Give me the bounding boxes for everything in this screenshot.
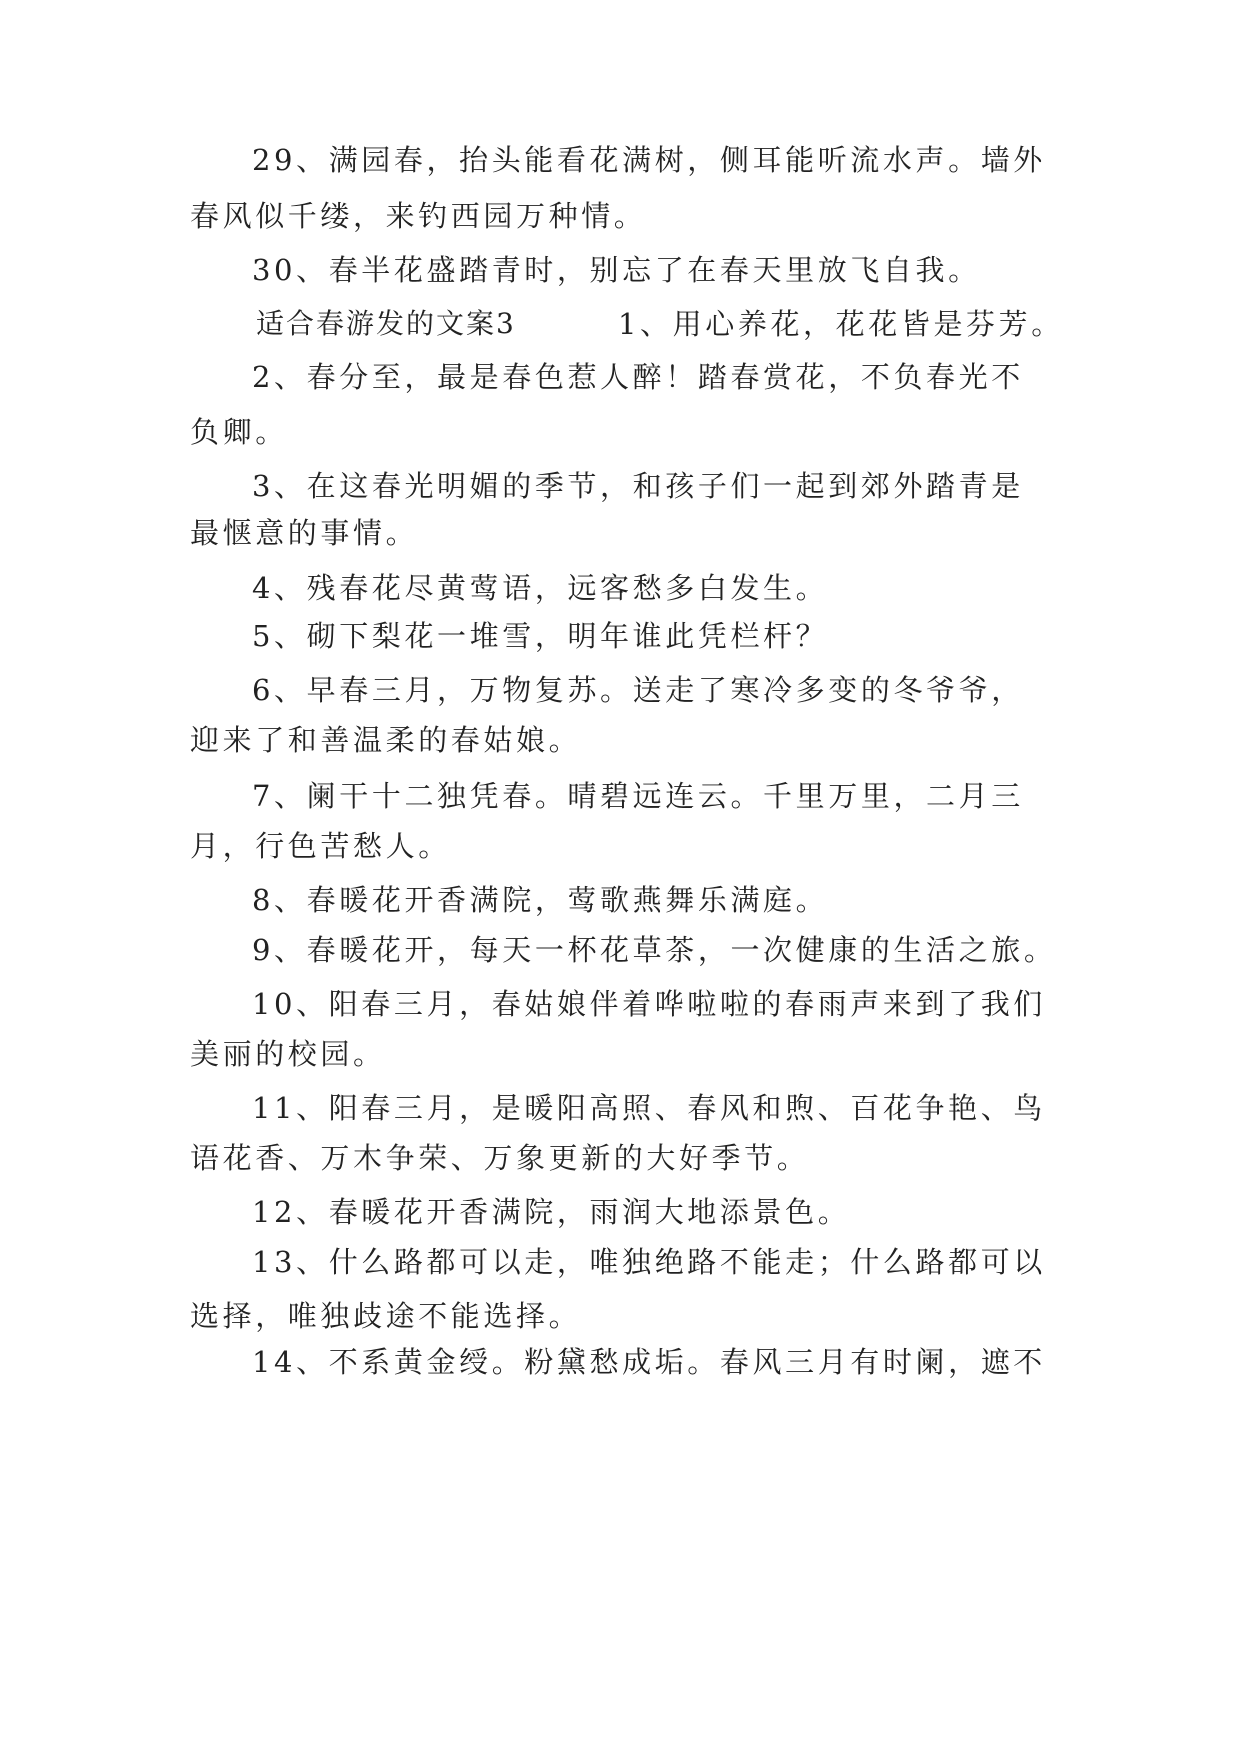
text-line: 5、砌下梨花一堆雪，明年谁此凭栏杆？	[252, 619, 829, 653]
text-line: 4、残春花尽黄莺语，远客愁多白发生。	[252, 571, 829, 605]
text-line: 8、春暖花开香满院，莺歌燕舞乐满庭。	[252, 883, 829, 917]
text-line: 语花香、万木争荣、万象更新的大好季节。	[190, 1141, 810, 1175]
text-line: 3、在这春光明媚的季节，和孩子们一起到郊外踏青是	[252, 469, 1024, 503]
text-line: 10、阳春三月，春姑娘伴着哗啦啦的春雨声来到了我们	[252, 987, 1046, 1021]
text-line: 迎来了和善温柔的春姑娘。	[190, 723, 582, 757]
text-line: 1、用心养花，花花皆是芬芳。	[618, 307, 1064, 341]
text-line: 30、春半花盛踏青时，别忘了在春天里放飞自我。	[252, 253, 981, 287]
text-line: 6、早春三月，万物复苏。送走了寒冷多变的冬爷爷，	[252, 673, 1024, 707]
text-line: 月，行色苦愁人。	[190, 829, 451, 863]
text-line: 2、春分至，最是春色惹人醉！踏春赏花，不负春光不	[252, 360, 1024, 394]
text-line: 选择，唯独歧途不能选择。	[190, 1299, 582, 1333]
text-line: 14、不系黄金绶。粉黛愁成垢。春风三月有时阑，遮不	[252, 1345, 1046, 1379]
text-line: 最惬意的事情。	[190, 516, 419, 550]
text-line: 12、春暖花开香满院，雨润大地添景色。	[252, 1195, 851, 1229]
text-line: 29、满园春，抬头能看花满树，侧耳能听流水声。墙外	[252, 143, 1046, 177]
section-heading: 适合春游发的文案3	[256, 307, 516, 340]
text-line: 11、阳春三月，是暖阳高照、春风和煦、百花争艳、鸟	[252, 1091, 1046, 1125]
text-line: 13、什么路都可以走，唯独绝路不能走；什么路都可以	[252, 1245, 1046, 1279]
text-line: 春风似千缕，来钓西园万种情。	[190, 199, 647, 233]
text-line: 7、阑干十二独凭春。晴碧远连云。千里万里，二月三	[252, 779, 1024, 813]
text-line: 美丽的校园。	[190, 1037, 386, 1071]
text-line: 负卿。	[190, 415, 288, 449]
text-line: 9、春暖花开，每天一杯花草茶，一次健康的生活之旅。	[252, 933, 1057, 967]
